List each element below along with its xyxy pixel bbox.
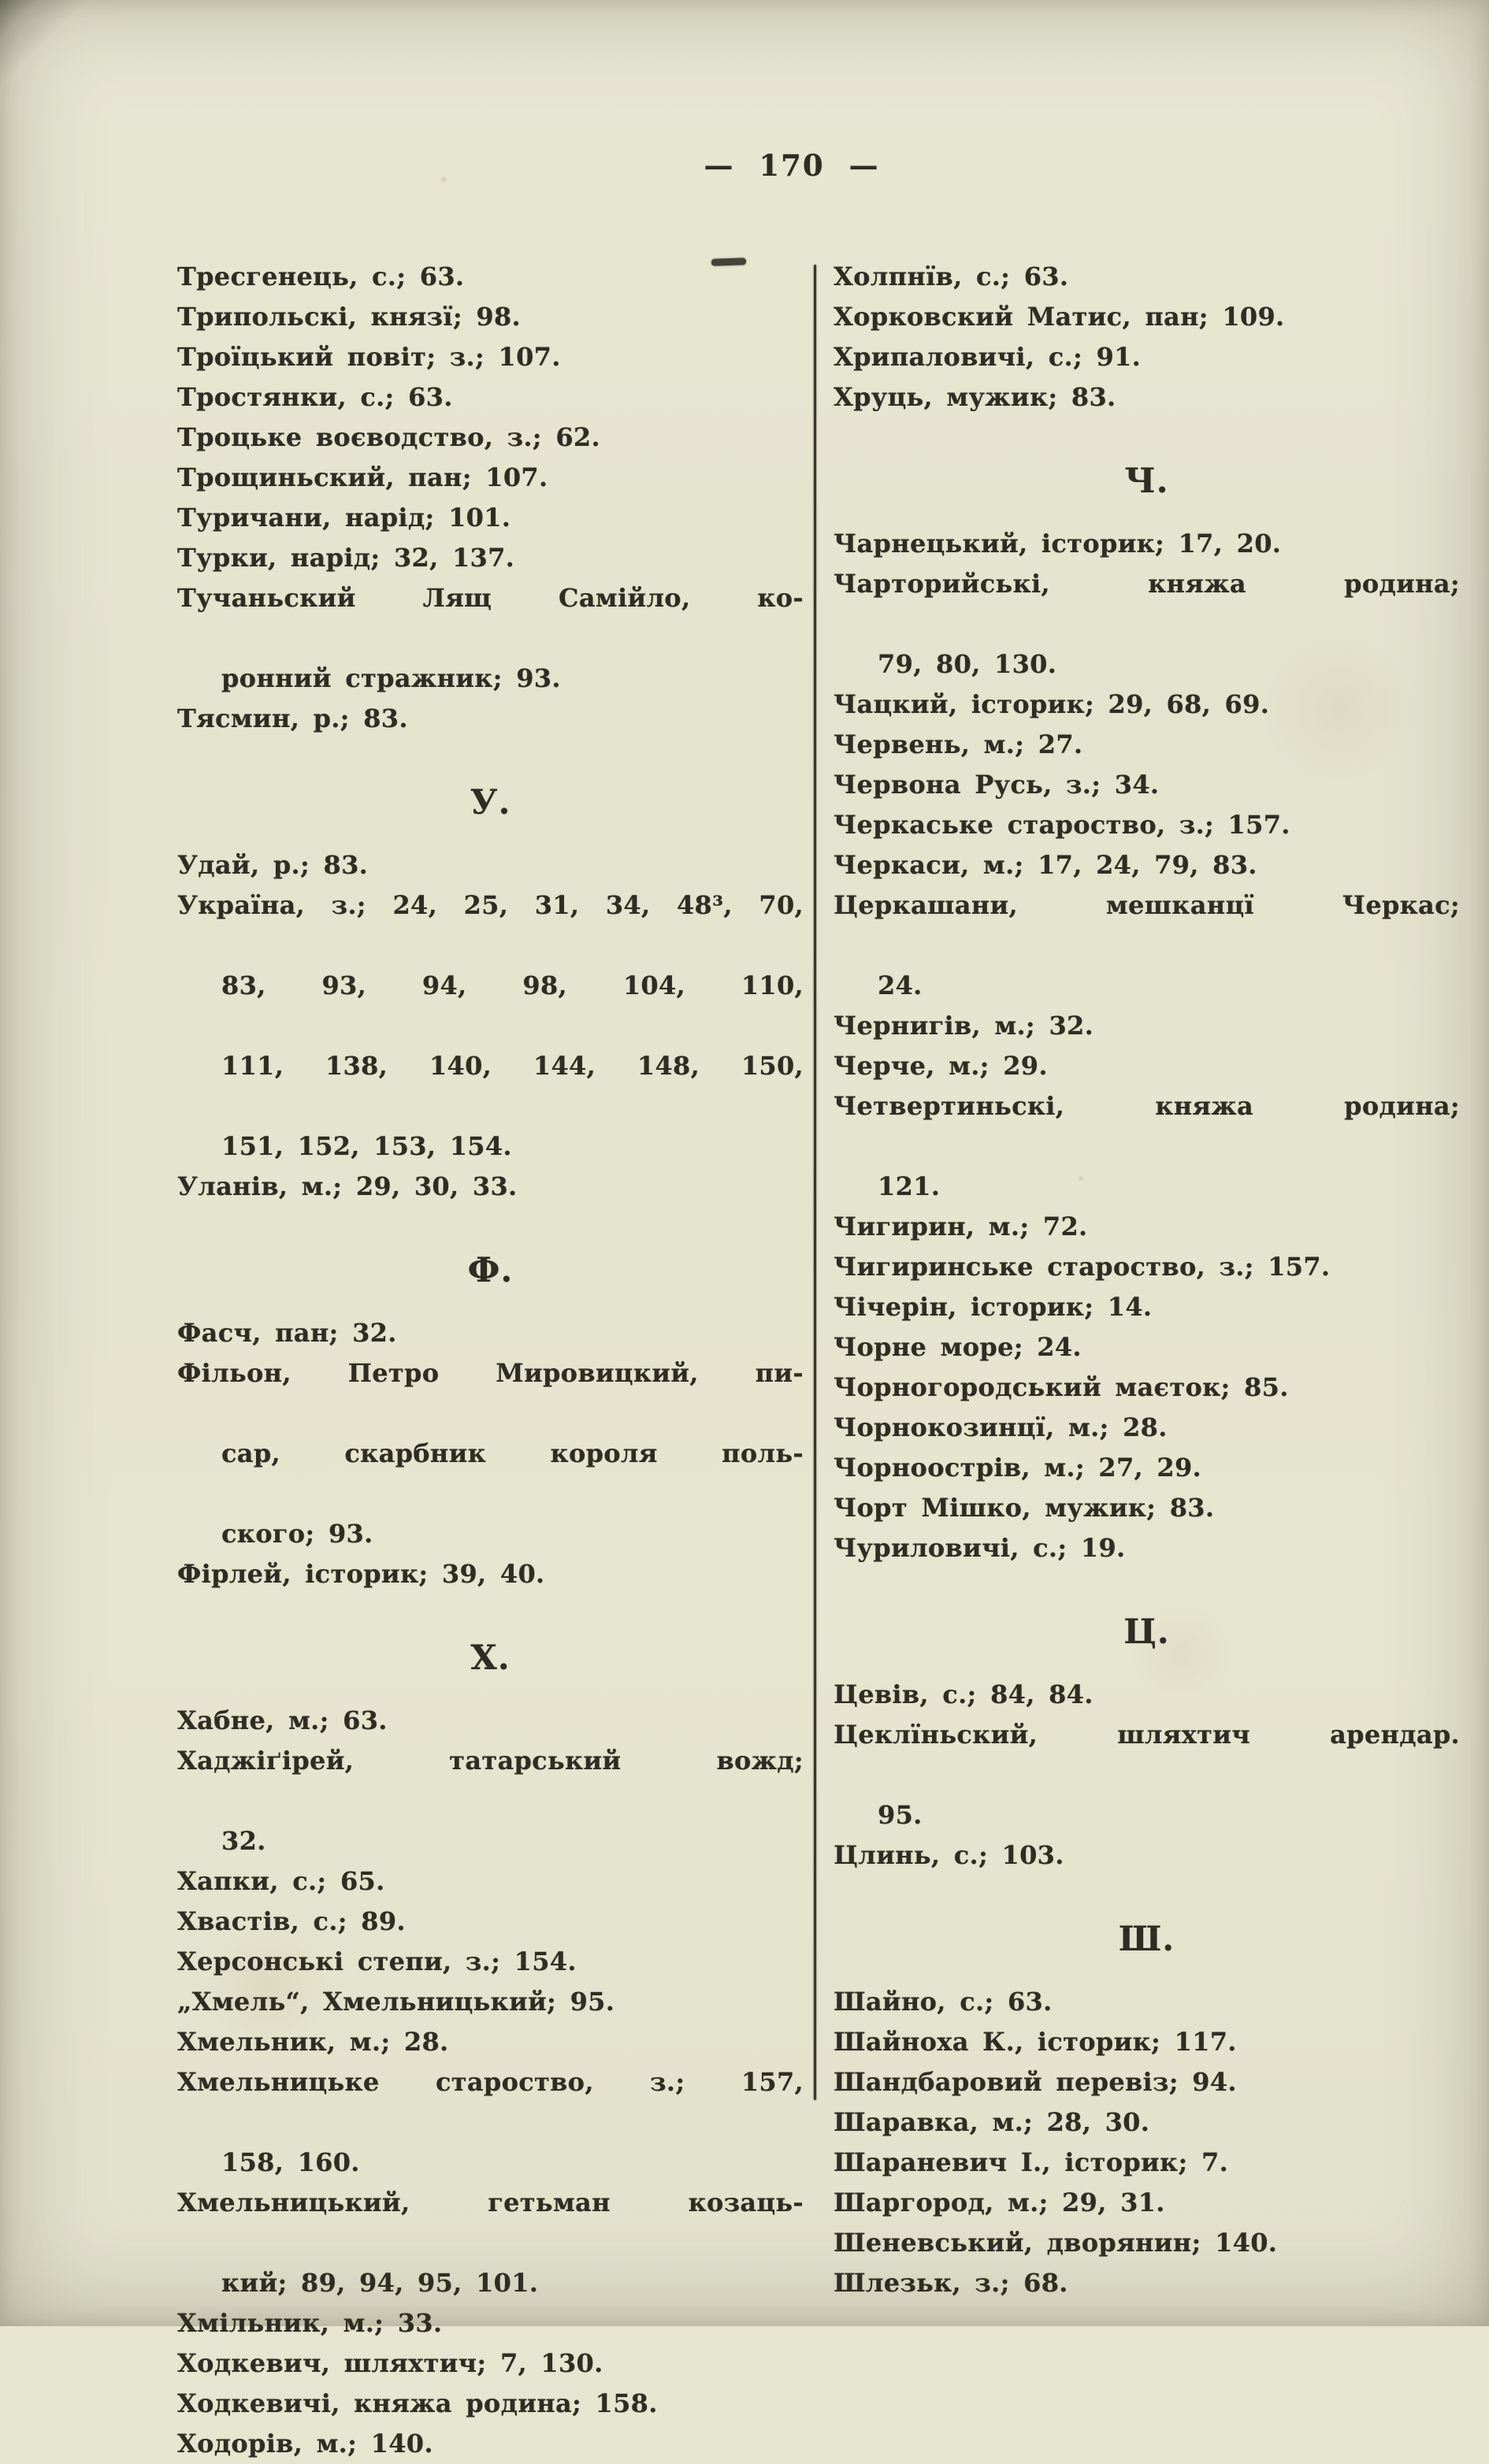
index-entry	[834, 337, 1460, 377]
index-entry-line: Черкаси, м.; 17, 24, 79, 83.	[834, 850, 1257, 880]
index-entry-line: Хаджіґірей, татарський вожд;	[177, 1746, 804, 1776]
index-entry-line: Ходорів, м.; 140.	[177, 2429, 433, 2458]
section-heading: Ц.	[1123, 1612, 1170, 1652]
index-entry-line: Шайноха К., історик; 117.	[834, 2027, 1237, 2057]
index-entry	[834, 885, 1460, 1006]
index-entry-line: Тясмин, р.; 83.	[177, 703, 408, 733]
index-entry	[834, 1488, 1460, 1528]
index-entry	[177, 2343, 804, 2384]
index-entry-line: Чорне море; 24.	[834, 1332, 1082, 1362]
index-entry	[177, 498, 804, 538]
index-entry-line: Фасч, пан; 32.	[177, 1318, 397, 1348]
page-number: — 170 —	[704, 148, 880, 183]
index-entry	[834, 2022, 1460, 2062]
index-entry-line: Фільон, Петро Мировицкий, пи-	[177, 1358, 804, 1388]
index-entry-line: Чигиринське староство, з.; 157.	[834, 1252, 1331, 1282]
index-entry-line: Тресгенець, с.; 63.	[177, 262, 465, 291]
index-entry-line: 111, 138, 140, 144, 148, 150,	[221, 1051, 804, 1081]
index-entry	[177, 1701, 804, 1741]
index-entry-line: Чорноострів, м.; 27, 29.	[834, 1453, 1201, 1482]
index-entry-line: 121.	[878, 1171, 941, 1201]
index-entry-line: Удай, р.; 83.	[177, 850, 369, 880]
index-entry	[834, 685, 1460, 725]
index-entry-line: 158, 160.	[221, 2147, 360, 2177]
index-entry-line: Четвертиньскі, княжа родина;	[834, 1091, 1460, 1121]
index-entry-line: Червона Русь, з.; 34.	[834, 770, 1160, 800]
index-entry-line: Чацкий, історик; 29, 68, 69.	[834, 689, 1270, 719]
index-entry	[834, 1086, 1460, 1207]
index-entry-line: ронний стражник; 93.	[221, 663, 561, 693]
column-left	[177, 257, 804, 2464]
index-entry-line: 151, 152, 153, 154.	[221, 1131, 512, 1161]
index-entry-line: Тучаньский Лящ Самійло, ко-	[177, 583, 804, 613]
index-entry	[177, 1353, 804, 1554]
index-entry	[834, 2102, 1460, 2143]
index-entry	[834, 2263, 1460, 2303]
index-entry-line: Тростянки, с.; 63.	[177, 382, 453, 412]
index-entry-line: Хмельницький, гетьман козаць-	[177, 2188, 804, 2217]
index-entry	[834, 1528, 1460, 1568]
section-heading: Ч.	[1124, 462, 1169, 501]
index-entry-line: ского; 93.	[221, 1519, 373, 1549]
index-entry	[834, 845, 1460, 885]
index-entry	[177, 1554, 804, 1594]
index-entry	[177, 885, 804, 1167]
index-entry	[834, 2143, 1460, 2183]
index-entry-line: Чарнецький, історик; 17, 20.	[834, 529, 1282, 558]
index-entry-line: Церкашани, мешканцї Черкас;	[834, 890, 1460, 920]
index-entry-line: Хмільник, м.; 33.	[177, 2308, 443, 2338]
index-entry-line: Туричани, нарід; 101.	[177, 503, 511, 533]
index-entry-line: „Хмель“, Хмельницький; 95.	[177, 1987, 615, 2017]
index-entry	[834, 1247, 1460, 1287]
section-heading: У.	[470, 783, 511, 822]
index-entry	[834, 1367, 1460, 1408]
index-entry-line: Цеклїньский, шляхтич арендар.	[834, 1720, 1460, 1750]
index-entry-line: Хмельник, м.; 28.	[177, 2027, 449, 2057]
index-entry-line: Хабне, м.; 63.	[177, 1705, 388, 1735]
index-entry-line: Хапки, с.; 65.	[177, 1866, 385, 1896]
index-entry-line: Фірлей, історик; 39, 40.	[177, 1559, 545, 1589]
index-entry	[834, 257, 1460, 297]
index-entry-line: Шаравка, м.; 28, 30.	[834, 2107, 1150, 2137]
index-entry	[177, 699, 804, 739]
index-entry	[834, 524, 1460, 564]
index-entry	[834, 297, 1460, 337]
index-entry	[834, 1448, 1460, 1488]
section-heading: Х.	[470, 1638, 511, 1678]
index-entry	[177, 297, 804, 337]
index-entry-line: Чуриловичі, с.; 19.	[834, 1533, 1126, 1563]
index-entry-line: Хруць, мужик; 83.	[834, 382, 1116, 412]
index-entry-line: Чигирин, м.; 72.	[834, 1212, 1088, 1241]
index-entry-line: Шеневський, дворянин; 140.	[834, 2228, 1278, 2258]
index-entry	[834, 725, 1460, 765]
section-heading: Ф.	[467, 1251, 514, 1290]
index-entry-line: Цлинь, с.; 103.	[834, 1840, 1064, 1870]
index-entry-line: Україна, з.; 24, 25, 31, 34, 48³, 70,	[177, 890, 804, 920]
index-entry	[177, 1902, 804, 1942]
column-right	[834, 257, 1460, 2303]
section-heading: Ш.	[1118, 1920, 1175, 1959]
index-entry-line: Троїцький повіт; з.; 107.	[177, 342, 561, 372]
index-entry	[834, 564, 1460, 685]
index-entry	[834, 1287, 1460, 1327]
index-entry-line: Хмельницьке староство, з.; 157,	[177, 2067, 804, 2097]
index-entry	[177, 337, 804, 377]
index-entry-line: Цевів, с.; 84, 84.	[834, 1679, 1094, 1709]
index-entry	[177, 1741, 804, 1861]
index-entry-line: Хвастів, с.; 89.	[177, 1906, 406, 1936]
index-entry-line: Черкаське староство, з.; 157.	[834, 810, 1290, 840]
index-entry-line: Шаргород, м.; 29, 31.	[834, 2188, 1165, 2217]
index-entry	[834, 1982, 1460, 2022]
index-entry	[177, 2424, 804, 2464]
index-entry	[834, 1006, 1460, 1046]
index-entry-line: Ходкевич, шляхтич; 7, 130.	[177, 2348, 603, 2378]
index-entry	[834, 1835, 1460, 1876]
index-entry	[834, 1408, 1460, 1448]
index-entry	[177, 845, 804, 885]
index-entry	[834, 1207, 1460, 1247]
index-entry-line: Чічерін, історик; 14.	[834, 1292, 1153, 1322]
index-entry	[834, 1046, 1460, 1086]
index-entry	[177, 538, 804, 578]
index-entry	[177, 458, 804, 498]
index-entry	[177, 578, 804, 699]
index-entry-line: Чорнокозинцї, м.; 28.	[834, 1412, 1168, 1442]
index-entry	[177, 2384, 804, 2424]
index-entry	[177, 1167, 804, 1207]
index-entry	[834, 2062, 1460, 2102]
index-entry	[834, 2183, 1460, 2223]
column-divider-rule	[814, 265, 816, 2100]
index-entry-line: Шандбаровий перевіз; 94.	[834, 2067, 1237, 2097]
index-entry-line: Шараневич І., історик; 7.	[834, 2147, 1229, 2177]
index-entry-line: Чарторийські, княжа родина;	[834, 569, 1460, 599]
index-entry-line: Шлезьк, з.; 68.	[834, 2268, 1068, 2298]
index-entry	[834, 805, 1460, 845]
index-entry	[177, 2022, 804, 2062]
index-entry	[834, 1715, 1460, 1835]
index-entry	[177, 1982, 804, 2022]
index-entry-line: Херсонські степи, з.; 154.	[177, 1946, 577, 1976]
index-entry-line: Турки, нарід; 32, 137.	[177, 543, 515, 573]
index-entry-line: 95.	[878, 1800, 923, 1830]
index-entry-line: Хрипаловичі, с.; 91.	[834, 342, 1142, 372]
index-entry-line: Шайно, с.; 63.	[834, 1987, 1053, 2017]
index-entry-line: сар, скарбник короля поль-	[221, 1438, 804, 1468]
index-entry	[834, 2223, 1460, 2263]
index-entry-line: кий; 89, 94, 95, 101.	[221, 2268, 539, 2298]
index-entry	[177, 257, 804, 297]
index-entry	[177, 417, 804, 458]
index-entry	[834, 765, 1460, 805]
index-entry-line: Чернигів, м.; 32.	[834, 1011, 1094, 1041]
index-entry	[177, 2303, 804, 2343]
index-entry	[177, 2062, 804, 2183]
index-entry-line: Чорт Мішко, мужик; 83.	[834, 1493, 1215, 1523]
index-entry	[834, 1327, 1460, 1367]
index-entry	[177, 377, 804, 417]
index-entry-line: Хорковский Матис, пан; 109.	[834, 302, 1285, 332]
index-entry-line: Трощиньский, пан; 107.	[177, 462, 548, 492]
index-entry-line: Уланів, м.; 29, 30, 33.	[177, 1171, 518, 1201]
index-entry-line: Трипольскі, князї; 98.	[177, 302, 521, 332]
index-entry-line: Черче, м.; 29.	[834, 1051, 1048, 1081]
index-entry	[177, 1942, 804, 1982]
index-entry-line: Червень, м.; 27.	[834, 729, 1083, 759]
index-entry-line: Холпнїв, с.; 63.	[834, 262, 1069, 291]
index-entry	[834, 1675, 1460, 1715]
index-entry	[834, 377, 1460, 417]
index-entry-line: Ходкевичі, княжа родина; 158.	[177, 2388, 658, 2418]
index-entry	[177, 2183, 804, 2303]
index-entry-line: 24.	[878, 970, 923, 1000]
index-entry	[177, 1313, 804, 1353]
index-entry-line: Троцьке воєводство, з.; 62.	[177, 422, 600, 452]
index-entry-line: 83, 93, 94, 98, 104, 110,	[221, 970, 804, 1000]
index-entry-line: Чорногородський маєток; 85.	[834, 1372, 1289, 1402]
index-entry	[177, 1861, 804, 1902]
index-entry-line: 32.	[221, 1826, 266, 1856]
index-entry-line: 79, 80, 130.	[878, 649, 1057, 679]
